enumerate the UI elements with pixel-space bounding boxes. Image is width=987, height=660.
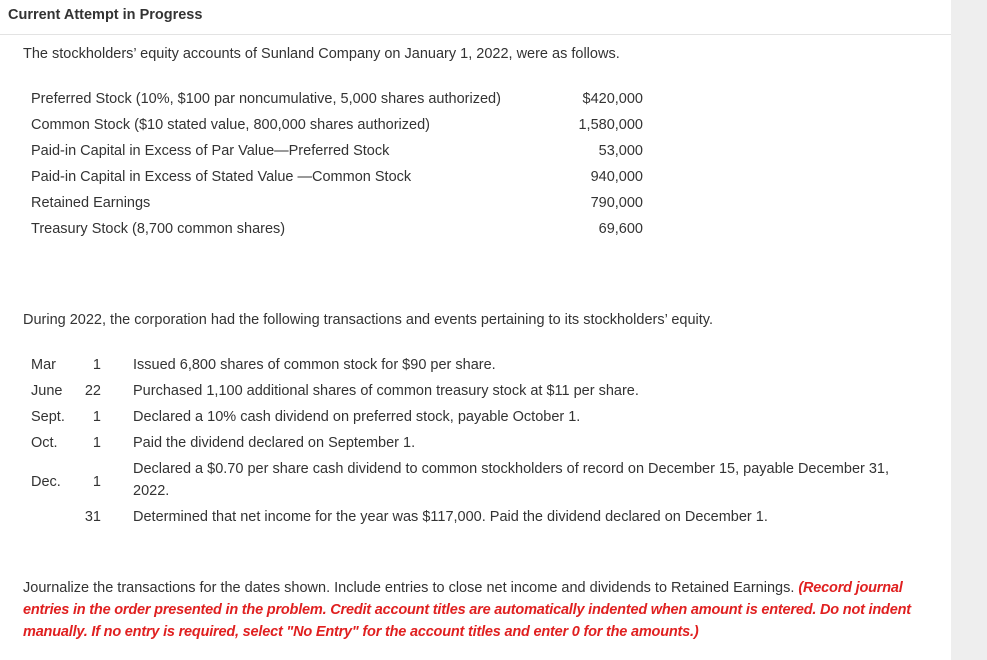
right-gutter <box>951 0 987 660</box>
account-amount: 69,600 <box>598 221 643 237</box>
transaction-description: Declared a 10% cash dividend on preferred stock, payable October 1. <box>133 409 581 425</box>
transaction-description: Paid the dividend declared on September 1. <box>133 435 416 451</box>
transaction-description: Declared a $0.70 per share cash dividend to common stockholders of record on December 15, payable December 31, 2022. <box>133 461 890 499</box>
transaction-day: 1 <box>92 435 101 451</box>
account-name: Common Stock ($10 stated value, 800,000 shares authorized) <box>31 117 430 133</box>
transaction-day: 1 <box>92 357 101 373</box>
transaction-month: Mar <box>31 357 56 373</box>
instructions-note: (Record journal entries in the order presented in the problem. Credit account titles are automatically indented when amount is entered. Do not indent manually. If no entry is required, select "No Entry" for the account titles and enter 0 for the amounts.) <box>23 580 911 640</box>
attempt-status-title: Current Attempt in Progress <box>8 7 203 23</box>
transaction-day: 1 <box>92 409 101 425</box>
account-row <box>31 91 643 117</box>
equity-accounts-table <box>31 91 643 247</box>
intro-text: The stockholders’ equity accounts of Sunland Company on January 1, 2022, were as follows. <box>23 46 620 62</box>
transaction-description: Purchased 1,100 additional shares of common treasury stock at $11 per share. <box>133 383 639 399</box>
transaction-row <box>31 509 931 535</box>
account-amount: 53,000 <box>598 143 643 159</box>
transactions-intro: During 2022, the corporation had the following transactions and events pertaining to its stockholders’ equity. <box>23 312 713 328</box>
transaction-day: 22 <box>84 383 101 399</box>
transaction-day: 31 <box>84 509 101 525</box>
instructions-text: Journalize the transactions for the dates shown. Include entries to close net income and dividends to Retained Earnings. <box>23 580 799 596</box>
transaction-description: Issued 6,800 shares of common stock for $90 per share. <box>133 357 496 373</box>
account-amount: $420,000 <box>582 91 643 107</box>
account-row <box>31 195 643 221</box>
transaction-description: Determined that net income for the year was $117,000. Paid the dividend declared on December 1. <box>133 509 768 525</box>
account-row <box>31 169 643 195</box>
account-name: Paid-in Capital in Excess of Stated Value —Common Stock <box>31 169 412 185</box>
instructions <box>23 577 933 643</box>
transaction-month: June <box>31 383 63 399</box>
account-amount: 940,000 <box>590 169 643 185</box>
account-name: Retained Earnings <box>31 195 151 211</box>
account-row <box>31 221 643 247</box>
account-name: Preferred Stock (10%, $100 par noncumulative, 5,000 shares authorized) <box>31 91 501 107</box>
account-name: Paid-in Capital in Excess of Par Value—Preferred Stock <box>31 143 390 159</box>
transaction-month: Oct. <box>31 435 58 451</box>
transaction-month: Dec. <box>31 474 61 490</box>
account-name: Treasury Stock (8,700 common shares) <box>31 221 286 237</box>
account-amount: 790,000 <box>590 195 643 211</box>
attempt-header <box>0 0 951 35</box>
account-row <box>31 143 643 169</box>
account-row <box>31 117 643 143</box>
transaction-day: 1 <box>92 474 101 490</box>
transaction-row <box>31 461 931 509</box>
account-amount: 1,580,000 <box>578 117 643 133</box>
transaction-month: Sept. <box>31 409 65 425</box>
